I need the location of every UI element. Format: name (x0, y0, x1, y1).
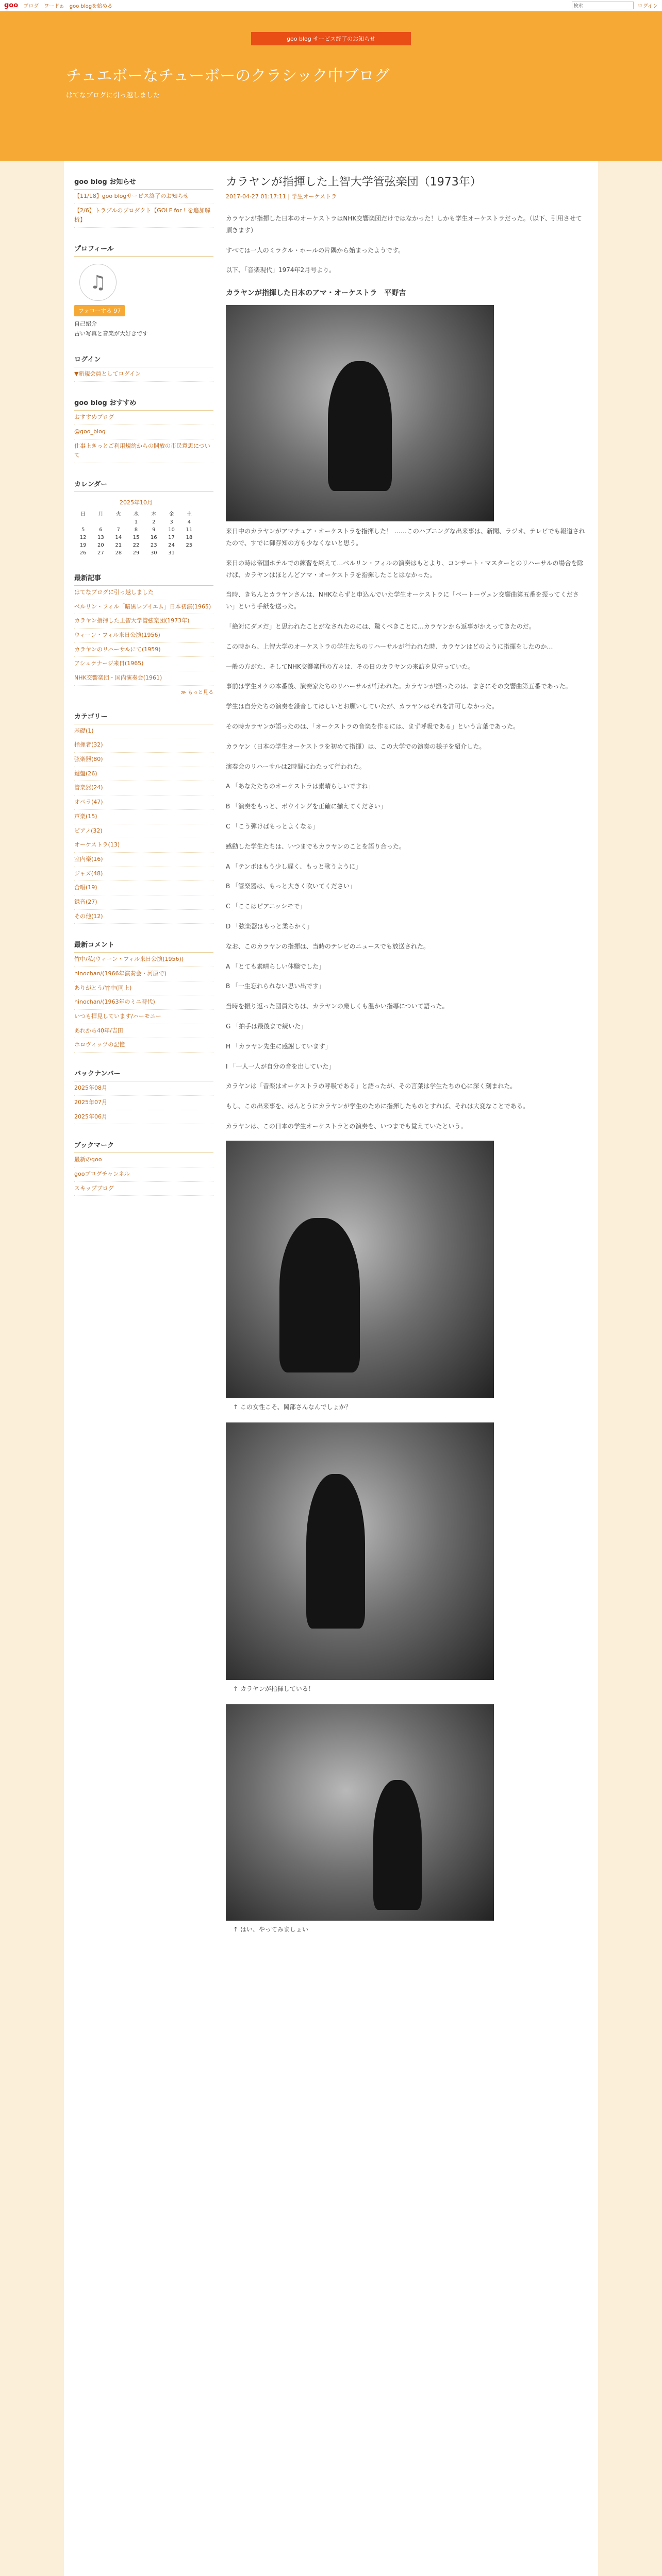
category-item[interactable]: 管楽器(24) (74, 781, 213, 795)
paragraph: 当時を振り返った団員たちは、カラヤンの厳しくも温かい指導について語った。 (226, 1003, 449, 1010)
calendar-day[interactable] (180, 549, 198, 557)
category-item[interactable]: ジャズ(48) (74, 867, 213, 882)
calendar (74, 496, 198, 557)
calendar-day[interactable] (92, 518, 109, 526)
category-list (74, 724, 213, 924)
calendar-day[interactable]: 1 (134, 519, 138, 525)
follow-label: フォローする (78, 308, 112, 315)
backnumber-item[interactable]: 2025年08月 (74, 1081, 213, 1096)
quote: A 「あなたたちのオーケストラは素晴らしいですね」 (226, 783, 374, 790)
paragraph: もし、この出来事を、ほんとうにカラヤンが学生のために指揮したものとすれば、それは大変なことである。 (226, 1103, 529, 1110)
calendar-day[interactable] (74, 518, 92, 526)
notice-item[interactable]: 【11/18】goo blogサービス終了のお知らせ (74, 190, 213, 204)
main-container (64, 161, 598, 2576)
recent-item[interactable]: アシュケナージ来日(1965) (74, 657, 213, 671)
paragraph: 当時、きちんとカラヤンさんは、NHKならずと申込んでいた学生オーケストラに「ベートーヴェン交響曲第五番を振ってください」という手紙を送った。 (226, 591, 579, 611)
calendar-day[interactable]: 20 (97, 542, 104, 548)
calendar-heading: カレンダー (74, 476, 213, 492)
calendar-day[interactable]: 21 (115, 542, 122, 548)
comment-list (74, 953, 213, 1053)
comments-heading: 最新コメント (74, 936, 213, 953)
comment-item[interactable]: hinochan/(1966年演奏会・河原で) (74, 967, 213, 981)
calendar-weekday: 日 (80, 511, 86, 517)
quote: C 「ここはピアニッシモで」 (226, 903, 306, 910)
conducting-photo (226, 1422, 494, 1680)
recent-heading: 最新記事 (74, 569, 213, 586)
paragraph: 学生は自分たちの演奏を録音してほしいとお願いしていたが、カラヤンはそれを許可しなかった。 (226, 703, 498, 710)
blog-subtitle: はてなブログに引っ越しました (66, 92, 160, 99)
paragraph: 演奏会のリハーサルは2時間にわたって行われた。 (226, 762, 366, 770)
quote: I 「一人一人が自分の音を出していた」 (226, 1062, 335, 1070)
comment-item[interactable]: あれから40年/吉田 (74, 1024, 213, 1039)
bookmark-item[interactable]: スキップブログ (74, 1182, 213, 1196)
avatar[interactable]: ♫ (79, 264, 117, 301)
backnumber-heading: バックナンバー (74, 1065, 213, 1081)
calendar-day[interactable]: 14 (115, 534, 122, 540)
calendar-day[interactable]: 8 (134, 527, 138, 533)
recent-item[interactable]: カラヤン指揮した上智大学管弦楽団(1973年) (74, 614, 213, 629)
calendar-day[interactable]: 3 (170, 519, 173, 525)
backnumber-list (74, 1081, 213, 1124)
calendar-month[interactable]: 2025年10月 (120, 499, 153, 506)
calendar-day[interactable]: 28 (115, 550, 122, 556)
orchestra-photo (226, 1704, 494, 1921)
calendar-day[interactable]: 19 (79, 542, 87, 548)
calendar-day[interactable]: 7 (117, 527, 120, 533)
calendar-day[interactable]: 12 (79, 534, 87, 540)
calendar-day[interactable]: 4 (187, 519, 191, 525)
recommend-item[interactable]: おすすめブログ (74, 411, 213, 425)
calendar-day[interactable]: 30 (150, 550, 157, 556)
category-item[interactable]: 声楽(15) (74, 810, 213, 824)
category-item[interactable]: 弦楽器(80) (74, 753, 213, 767)
category-item[interactable]: 録音(27) (74, 895, 213, 910)
karajan-photo (226, 305, 494, 521)
paragraph: すべては一人のミラクル・ホールの片隅から始まったようです。 (226, 246, 405, 254)
recent-list (74, 586, 213, 686)
search-input[interactable] (572, 2, 634, 9)
paragraph: 事前は学生オケの本番後、演奏家たちのリハーサルが行われた。カラヤンが振ったのは、まさにその交響曲第五番であった。 (226, 683, 572, 690)
follow-button[interactable] (74, 305, 125, 316)
quote: A 「とても素晴らしい体験でした」 (226, 962, 325, 970)
service-end-notice[interactable]: goo blog サービス終了のお知らせ (251, 32, 411, 45)
recent-item[interactable]: はてなブログに引っ越しました (74, 586, 213, 600)
paragraph: 一般の方がた、そしてNHK交響楽団の方々は、その日のカラヤンの来訪を見守っていた。 (226, 663, 474, 670)
paragraph: カラヤンは、この日本の学生オーケストラとの演奏を、いつまでも覚えていたという。 (226, 1122, 467, 1130)
paragraph: カラヤンが指揮した日本のオーケストラはNHK交響楽団だけではなかった！しかも学生オーケストラだった。（以下、引用させて頂きます） (226, 215, 582, 234)
calendar-day[interactable]: 29 (133, 550, 140, 556)
calendar-weekday: 火 (115, 511, 121, 517)
recent-item[interactable]: カラヤンのリハーサルにて(1959) (74, 643, 213, 657)
paragraph: この時から、上智大学のオーケストラの学生たちのリハーサルが行われた時、カラヤンはどのように指揮をしたのか… (226, 642, 553, 650)
photo-caption: ↑ この女性こそ、岡部さんなんでしょか？ (233, 1403, 352, 1411)
recent-item[interactable]: NHK交響楽団・国内演奏会(1961) (74, 671, 213, 686)
calendar-day[interactable]: 25 (186, 542, 193, 548)
quote: D 「弦楽器はもっと柔らかく」 (226, 922, 313, 930)
calendar-weekday: 金 (169, 511, 174, 517)
quote: G 「拍手は最後まで続いた」 (226, 1022, 307, 1030)
quote: B 「演奏をもっと、ボウイングを正確に揃えてください」 (226, 803, 387, 810)
profile-line: 自己紹介 (74, 320, 97, 328)
calendar-day[interactable]: 22 (133, 542, 140, 548)
recent-item[interactable]: ベルリン・フィル「暗黒レプイエム」日本初演(1965) (74, 600, 213, 615)
calendar-day[interactable]: 18 (186, 534, 193, 540)
calendar-day[interactable]: 5 (81, 527, 85, 533)
category-heading: カテゴリー (74, 708, 213, 724)
sidebar (74, 173, 213, 1196)
paragraph: 以下、「音楽現代」1974年2月号より。 (226, 266, 336, 274)
article-subheading: カラヤンが指揮した日本のアマ・オーケストラ 平野吉 (226, 289, 406, 298)
calendar-day[interactable]: 10 (168, 527, 175, 533)
category-item[interactable]: 鍵盤(26) (74, 767, 213, 782)
paragraph: 来日の時は帝国ホテルでの練習を終えて…ベルリン・フィルの演奏はもとより、コンサート・マスターとのリハーサルの場合を除けば、カラヤンはほとんどアマ・オーケストラを指揮したことはなかった。 (226, 559, 584, 579)
category-item[interactable]: 指揮者(32) (74, 738, 213, 753)
paragraph: その時カラヤンが語ったのは、「オーケストラの音楽を作るには、まず呼吸である」という言葉であった。 (226, 722, 520, 730)
post-content (226, 173, 588, 1945)
bookmark-heading: ブックマーク (74, 1137, 213, 1153)
follow-count: 97 (113, 308, 121, 315)
blog-title[interactable]: チュエボーなチューボーのクラシック中ブログ (66, 67, 390, 85)
blog-header (0, 11, 662, 161)
calendar-weekday: 水 (133, 511, 139, 517)
calendar-day[interactable]: 9 (152, 527, 156, 533)
top-link-word[interactable]: ワードぁ (44, 4, 64, 9)
paragraph: カラヤン（日本の学生オーケストラを初めて指揮）は、この大学での演奏の様子を紹介した。 (226, 742, 486, 750)
calendar-weekday: 土 (186, 511, 192, 517)
bookmark-item[interactable]: 最新のgoo (74, 1153, 213, 1167)
photo-caption: ↑ カラヤンが指揮している！ (233, 1685, 315, 1692)
notice-list (74, 190, 213, 228)
backnumber-item[interactable]: 2025年07月 (74, 1096, 213, 1110)
goo-logo[interactable]: goo (4, 2, 19, 9)
top-link-start[interactable]: goo blogを始める (69, 4, 113, 9)
more-link[interactable]: ≫ もっと見る (180, 689, 213, 696)
post-date[interactable]: 2017-04-27 01:17:11 | 学生オーケストラ (226, 193, 337, 200)
comment-item[interactable]: ホロヴィッツの記憶 (74, 1038, 213, 1053)
calendar-day[interactable]: 17 (168, 534, 175, 540)
comment-item[interactable]: いつも拝見しています/ハーモニー (74, 1010, 213, 1024)
category-item[interactable]: ピアノ(32) (74, 824, 213, 839)
bookmark-list (74, 1153, 213, 1196)
login-link[interactable]: ログイン (637, 4, 658, 9)
top-link-blog[interactable]: ブログ (23, 4, 39, 9)
backnumber-item[interactable]: 2025年06月 (74, 1110, 213, 1125)
rehearsal-photo (226, 1141, 494, 1398)
calendar-day[interactable]: 2 (152, 519, 156, 525)
recommend-item[interactable]: 仕事上きっとご利用規約からの開放の市民意思について (74, 439, 213, 463)
profile-line: 古い写真と音楽が大好きです (74, 330, 148, 337)
quote: B 「一生忘れられない思い出です」 (226, 982, 325, 990)
comment-item[interactable]: ありがとう/竹中(同上) (74, 981, 213, 996)
calendar-weekday: 木 (151, 511, 157, 517)
calendar-day[interactable]: 24 (168, 542, 175, 548)
calendar-weekday: 月 (98, 511, 104, 517)
calendar-day[interactable]: 15 (133, 534, 140, 540)
recommend-item[interactable]: @goo_blog (74, 425, 213, 439)
photo-caption: ↑ はい、やってみましょい (233, 1925, 308, 1933)
bookmark-item[interactable]: gooブログチャンネル (74, 1167, 213, 1182)
category-item[interactable]: オペラ(47) (74, 795, 213, 810)
top-bar (0, 0, 662, 11)
category-item[interactable]: オーケストラ(13) (74, 838, 213, 853)
notice-item[interactable]: 【2/6】トラブルのプロダクト【GOLF for ! を追加解析】 (74, 204, 213, 228)
category-item[interactable]: 基礎(1) (74, 724, 213, 739)
calendar-day[interactable] (110, 518, 127, 526)
profile-heading: プロフィール (74, 240, 213, 257)
calendar-day[interactable]: 23 (150, 542, 157, 548)
calendar-day[interactable]: 26 (79, 550, 87, 556)
category-item[interactable]: その他(12) (74, 910, 213, 924)
recent-item[interactable]: ウィーン・フィル来日公演(1956) (74, 629, 213, 643)
post-title[interactable]: カラヤンが指揮した上智大学管弦楽団（1973年） (226, 176, 482, 189)
calendar-day[interactable]: 27 (97, 550, 104, 556)
calendar-day[interactable]: 11 (186, 527, 193, 533)
calendar-day[interactable]: 13 (97, 534, 104, 540)
comment-item[interactable]: 竹中/私(ウィーン・フィル来日公演(1956)) (74, 953, 213, 967)
category-item[interactable]: 室内楽(16) (74, 853, 213, 867)
calendar-day[interactable]: 6 (99, 527, 103, 533)
calendar-day[interactable]: 16 (150, 534, 157, 540)
category-item[interactable]: 合唱(19) (74, 881, 213, 895)
paragraph: 「絶対にダメだ」と思われたことがなされたのには、驚くべきことに…カラヤンから返事がかえってきたのだ。 (226, 622, 535, 630)
paragraph: 感動した学生たちは、いつまでもカラヤンのことを語り合った。 (226, 842, 405, 850)
login-heading: ログイン (74, 351, 213, 367)
calendar-day[interactable]: 31 (168, 550, 175, 556)
paragraph: なお、このカラヤンの指揮は、当時のテレビのニュースでも放送された。 (226, 942, 430, 950)
quote: A 「テンポはもう少し遅く、もっと歌うように」 (226, 862, 362, 870)
login-item[interactable]: ▼新規会員としてログイン (74, 367, 213, 382)
paragraph: カラヤンは「音楽はオーケストラの呼吸である」と語ったが、その言葉は学生たちの心に深く刻まれた。 (226, 1082, 517, 1090)
paragraph: 来日中のカラヤンがアマチュア・オーケストラを指揮した！ ……このハプニングな出来事は、新聞、ラジオ、テレビでも報道されたので、すでに御存知の方も少なくないと思う。 (226, 528, 585, 547)
notice-heading: goo blog お知らせ (74, 173, 213, 190)
quote: B 「管楽器は、もっと大きく吹いてください」 (226, 883, 356, 890)
quote: C 「こう弾けばもっとよくなる」 (226, 822, 319, 830)
quote: H 「カラヤン先生に感謝しています」 (226, 1042, 332, 1050)
comment-item[interactable]: hinochan/(1963年のミニ時代) (74, 995, 213, 1010)
recommend-heading: goo blog おすすめ (74, 394, 213, 411)
